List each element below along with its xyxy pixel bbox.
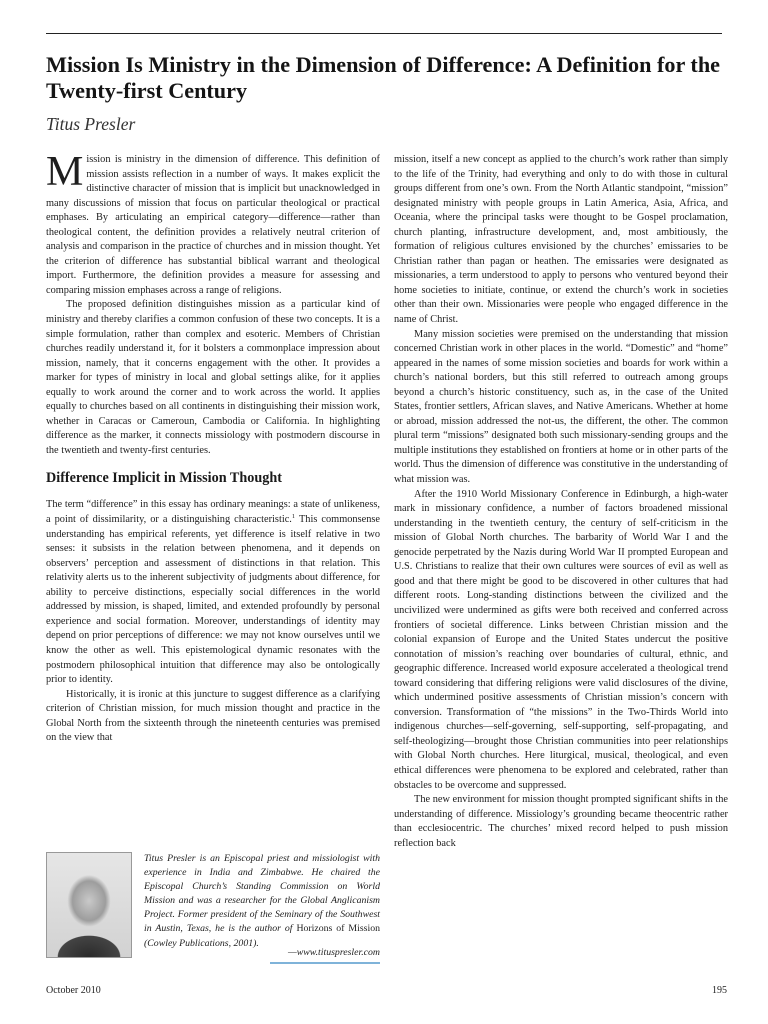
bio-underline — [270, 962, 380, 964]
right-column — [394, 153, 728, 851]
body-paragraph: The proposed definition distinguishes mission as a particular kind of ministry and thereby clarifies a common confusion of these two concepts. It is a simple formulation, rather than complex and esoteric. Members of Christian churches readily understand it, for it bolsters a commonplace impression about mission, namely, that it concerns engagement with the other. It provides a marker for types of ministry in local and global settings alike, for it applies equally to work around the corner and to work across the world. It applies equally to churches based on all continents in distinguishing their mission work, whether in Caracas or Cameroun, Cambodia or California. In highlighting difference as the marker, it connects missiology with postmodern discourse in the twentieth and twenty-first centuries. — [46, 299, 380, 456]
article-title: Mission Is Ministry in the Dimension of Difference: A Definition for the Twenty-first Century — [46, 52, 721, 103]
drop-cap: M — [46, 149, 84, 195]
body-paragraph: After the 1910 World Missionary Conference in Edinburgh, a high-water mark in missionary confidence, a number of factors broadened missional understanding in the twentieth century, the century of self-criticism in the mission of Global North churches. The barbarity of World War I and the genocide perpetrated by the Nazis during World War II prompted European and U.S. Christians to realize that their own cultures were sources of evil as well as good and that there might be good to be discovered in other cultures that had different roots. Long-standing distinctions between the civilized and the uncivilized were undermined as gifts were both received and conferred across frontiers of societal difference. Links between Christian mission and the colonial expansion of Europe and the United States undercut the positive connotation of mission’s reaching over boundaries of cultural, ethnic, and geographic difference. Increased world exposure accelerated a theological trend toward considering that differing religions were valid disclosures of the divine, which undermined positive assessments of Christian mission’s concern with conversion. Transformation of “the missions” in the Two-Thirds World into indigenous churches—self-governing, self-supporting, self-propagating, and self-theologizing—brought those Christian communities into peer relationships with Global North churches. Here liturgical, musical, theological, and even ethical differences were phenomena to be explored and celebrated, rather than obstacles to be overcome and suppressed. — [394, 488, 728, 791]
bio-text: Titus Presler is an Episcopal priest and missiologist with experience in India and Zimbabwe. He chaired the Episcopal Church’s Standing Commission on World Mission and was a researcher for the Global Anglicanism Project. Former president of the Seminary of the Southwest in Austin, Texas, he is the author of — [144, 853, 380, 935]
page-number: 195 — [712, 985, 727, 996]
bio-publisher: (Cowley Publications, 2001). — [144, 937, 259, 949]
body-paragraph: Historically, it is ironic at this juncture to suggest difference as a clarifying criterion of Christian mission, for much mission thought and practice in the Global North from the sixteenth through the nineteenth centuries was premised on the view that — [46, 688, 380, 744]
body-paragraph — [46, 498, 380, 687]
bio-dash: — — [288, 947, 297, 958]
book-title: Horizons of Mission — [296, 923, 380, 935]
footnote-marker[interactable]: 1 — [291, 513, 296, 521]
author-bio — [144, 852, 380, 951]
intro-paragraph — [46, 149, 380, 298]
left-column — [46, 149, 380, 746]
body-text: This commonsense understanding has empirical referents, yet difference is itself relative in two senses: it subsists in the relation between phenomena, and it depends on observers’ perception and assessment of distinctions in that relation. This relativity alerts us to the inherent subjectivity of judgments about difference, for ability to perceive distinctions, especially social differences in the world addressed by mission, is shaped, limited, and extended profoundly by personal experience and social formation. Moreover, understandings of identity may depend on prior perceptions of difference: we may not know ourselves until we know the other as well. This epistemological dynamic resonates with the postmodern philosophical intuition that difference may also be ontologically prior to identity. — [46, 514, 380, 686]
author-photo — [46, 852, 132, 958]
body-text: The term “difference” in this essay has ordinary meanings: a state of unlikeness, a point of dissimilarity, or a distinguishing characteristic. — [46, 499, 380, 526]
body-paragraph: Many mission societies were premised on the understanding that mission concerned Christian work in other places in the world. “Domestic” and “home” appeared in the names of some mission societies and boards for work within a church’s national borders, but this still referred to outreach among groups beyond a church’s historic constituency, such as, in the case of the United States, frontier settlers, African slaves, and Native Americans. Whether at home or abroad, mission addressed the not-us, the different, the other. The common plural term “missions” designated both such missionary-sending groups and the multiple institutions they established on frontiers at home or in other parts of the world. Thus the dimension of difference was constitutive in the understanding of what mission was. — [394, 328, 728, 486]
author-website-link[interactable]: www.tituspresler.com — [296, 947, 380, 958]
body-paragraph: The new environment for mission thought prompted significant shifts in the understanding of difference. Missiology’s grounding became theocentric rather than ecclesiocentric. The churches’ mixed record helped to push mission reflection back — [394, 794, 728, 849]
top-rule — [46, 33, 722, 34]
intro-text: ission is ministry in the dimension of difference. This definition of mission assists reflection in a number of ways. It makes explicit the distinctive character of mission that is implicit but unacknowledged in many discussions of mission that focus on particular theological or practical emphases. By articulating an empirical category—difference—rather than theological content, the definition provides a relatively neutral criterion of analysis and comparison in the practice of churches and in mission thought. Yet the criterion of difference has substantial biblical warrant and theological import. Furthermore, the definition provides a measure for assessing and comparing mission emphases across a range of religions. — [46, 154, 380, 296]
footer-date: October 2010 — [46, 985, 101, 996]
section-heading: Difference Implicit in Mission Thought — [46, 470, 282, 487]
bio-link-line — [144, 946, 380, 960]
body-paragraph: mission, itself a new concept as applied to the church’s work rather than simply to the life of the Trinity, had everything and only to do with those in cultural groups different from one’s own. From the North Atlantic standpoint, “mission” designated ministry with people groups in Latin America, Asia, Africa, and Oceania, where the principal tasks were thought to be Gospel proclamation, church planting, infrastructure development, and, most ambitiously, the formation of religious cultures envisioned by the churches’ emissaries to be Christian rather than pagan or heathen. The emissaries were designated as missionaries, a term understood to apply to persons who ventured beyond their home societies to initiate, continue, or extend the church’s work in societies other than their own. Missionaries were people who engaged difference in the name of Christ. — [394, 154, 728, 326]
article-author: Titus Presler — [46, 114, 136, 134]
